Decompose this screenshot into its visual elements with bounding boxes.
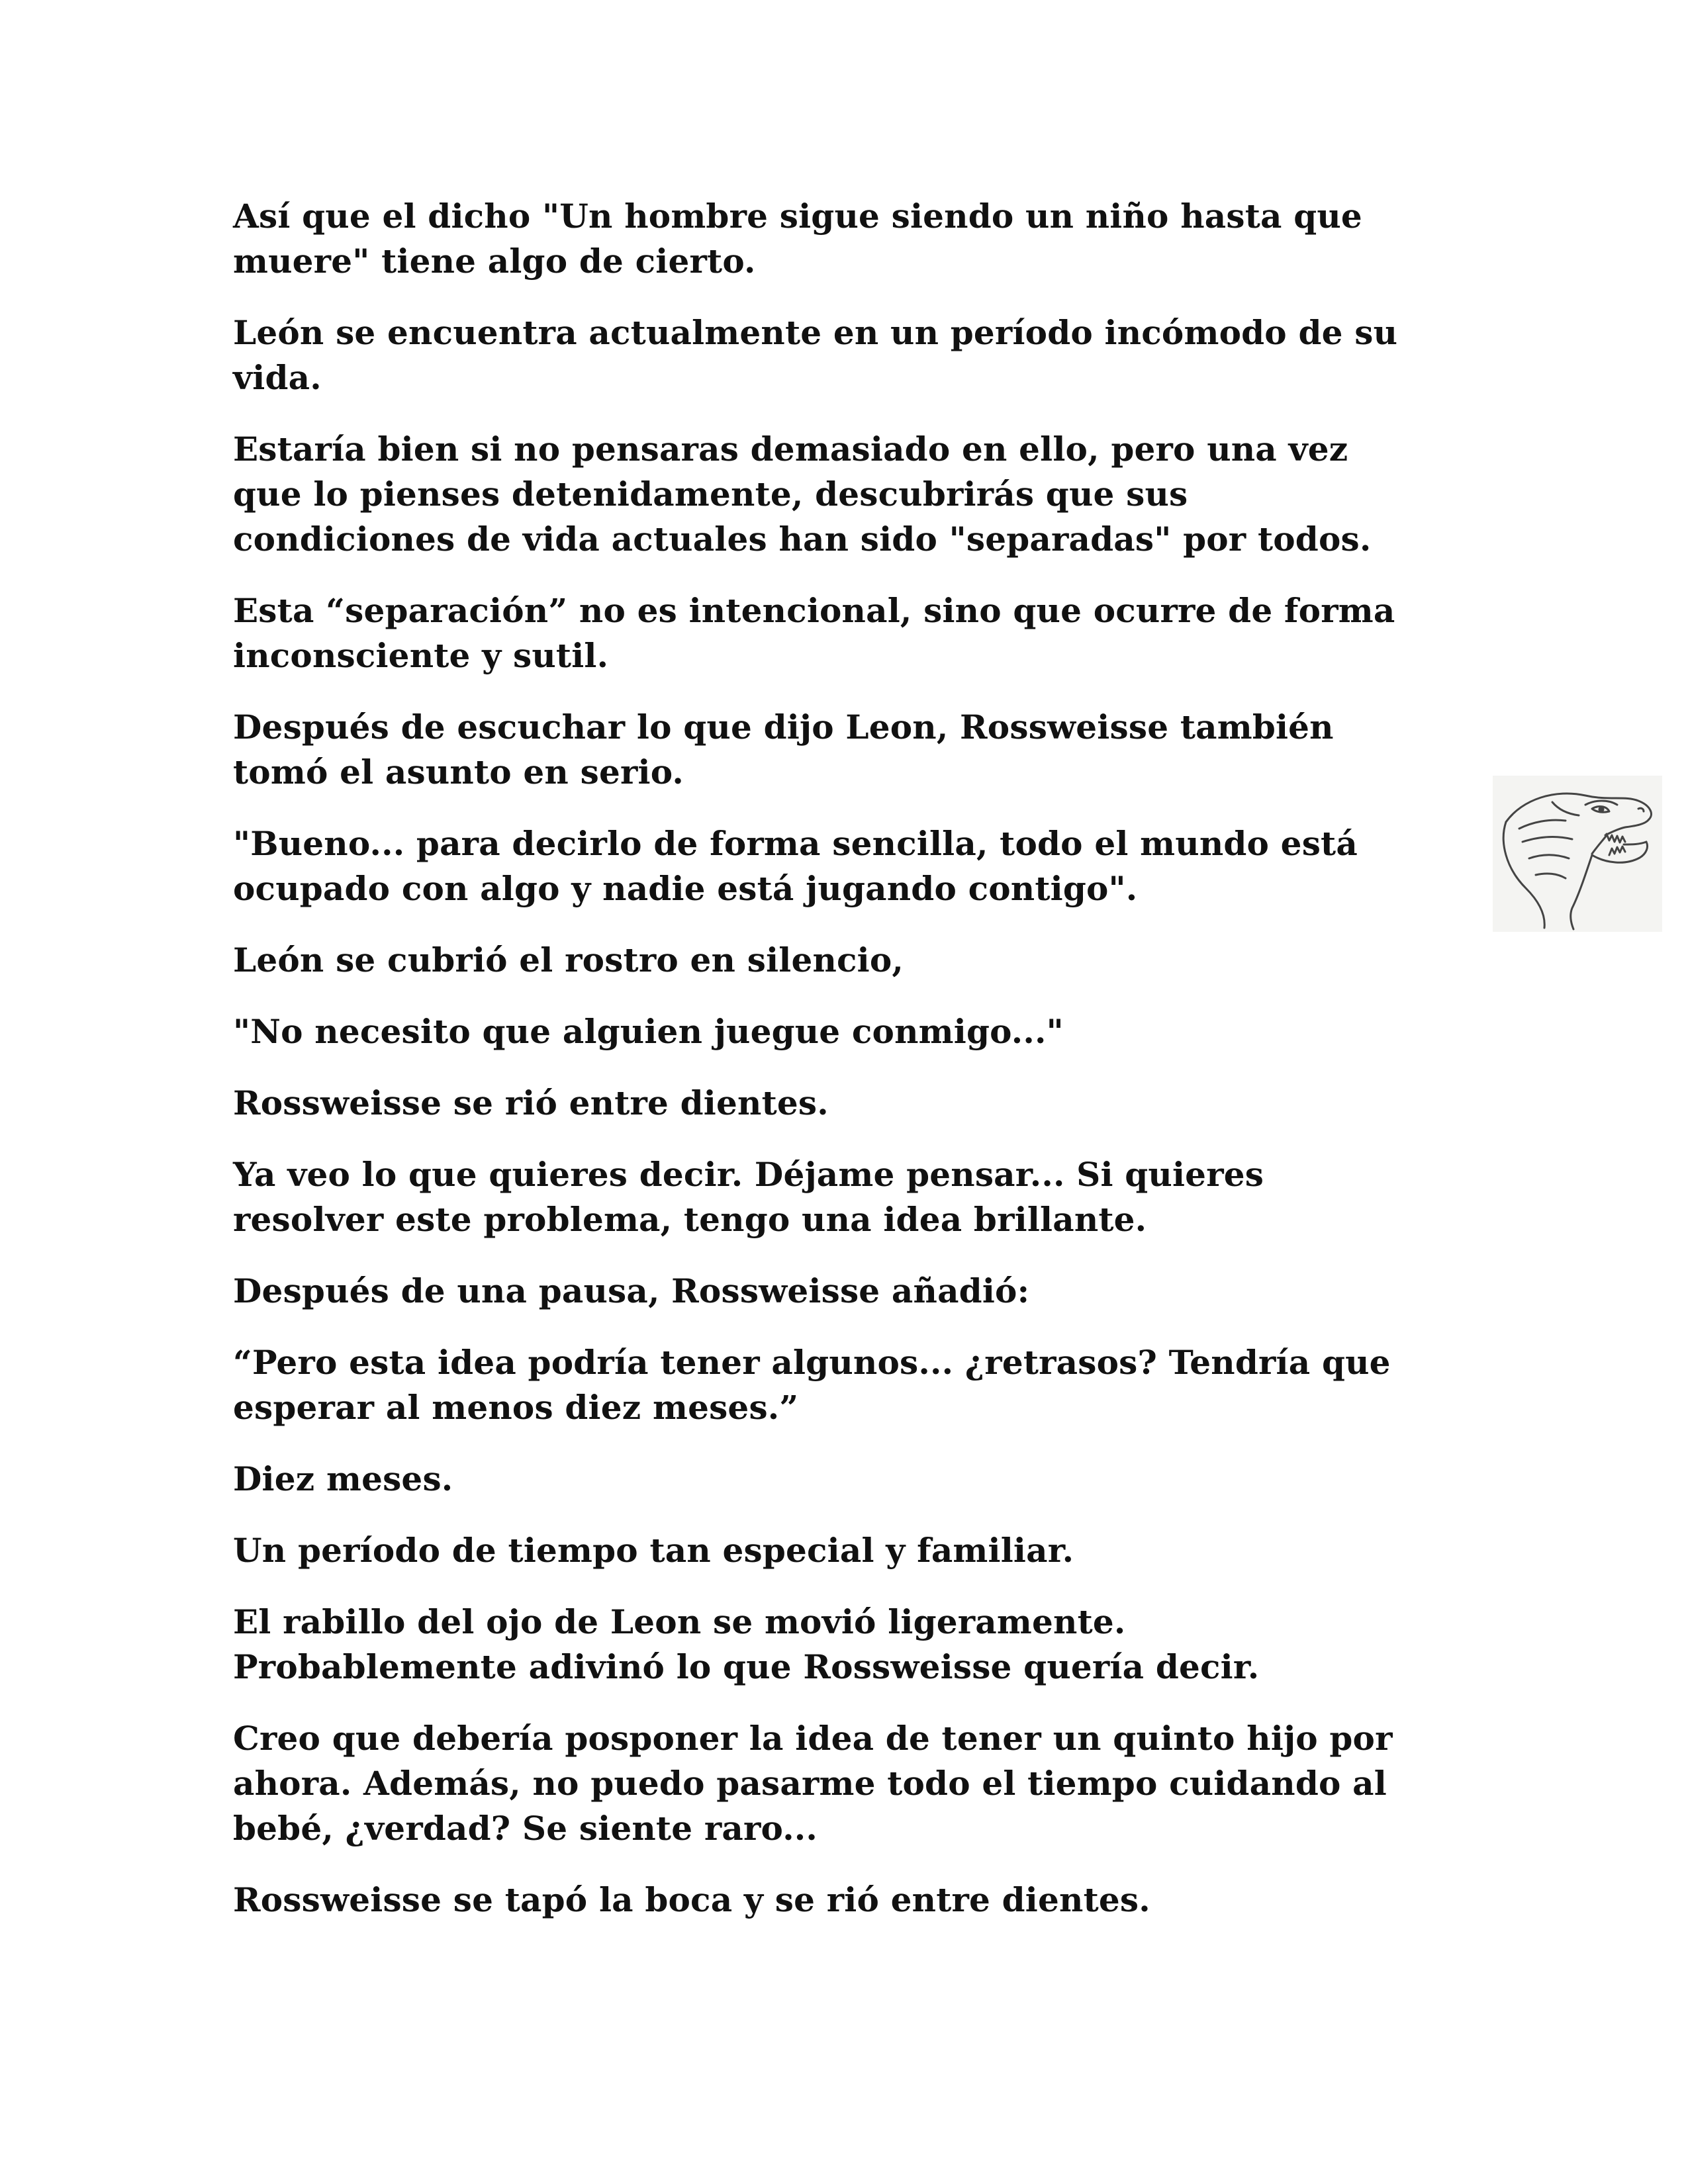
paragraph-15: El rabillo del ojo de Leon se movió ligeramente. Probablemente adivinó lo que Rossweisse quería decir. — [233, 1602, 1260, 1686]
paragraph-12: “Pero esta idea podría tener algunos... ¿retrasos? Tendría que esperar al menos diez meses.” — [233, 1343, 1391, 1427]
paragraph-2: León se encuentra actualmente en un período incómodo de su vida. — [233, 313, 1398, 397]
paragraph-10: Ya veo lo que quieres decir. Déjame pensar... Si quieres resolver este problema, tengo una idea brillante. — [233, 1155, 1264, 1239]
paragraph-1: Así que el dicho "Un hombre sigue siendo un niño hasta que muere" tiene algo de cierto. — [233, 197, 1362, 281]
paragraph-4: Esta “separación” no es intencional, sino que ocurre de forma inconsciente y sutil. — [233, 591, 1395, 675]
paragraph-9: Rossweisse se rió entre dientes. — [233, 1083, 829, 1122]
body-text — [233, 194, 1458, 1949]
paragraph-13: Diez meses. — [233, 1459, 453, 1498]
paragraph-16: Creo que debería posponer la idea de tener un quinto hijo por ahora. Además, no puedo pasarme todo el tiempo cuidando al bebé, ¿verdad? Se siente raro... — [233, 1719, 1393, 1848]
paragraph-7: León se cubrió el rostro en silencio, — [233, 940, 904, 979]
paragraph-17: Rossweisse se tapó la boca y se rió entre dientes. — [233, 1880, 1150, 1919]
paragraph-6: "Bueno... para decirlo de forma sencilla, todo el mundo está ocupado con algo y nadie está jugando contigo". — [233, 824, 1358, 908]
paragraph-5: Después de escuchar lo que dijo Leon, Rossweisse también tomó el asunto en serio. — [233, 707, 1334, 792]
paragraph-8: "No necesito que alguien juegue conmigo..." — [233, 1012, 1064, 1051]
paragraph-11: Después de una pausa, Rossweisse añadió: — [233, 1271, 1030, 1310]
paragraph-3: Estaría bien si no pensaras demasiado en ello, pero una vez que lo pienses detenidamente, descubrirás que sus condiciones de vida actuales han sido "separadas" por todos. — [233, 430, 1372, 559]
paragraph-14: Un período de tiempo tan especial y familiar. — [233, 1531, 1074, 1570]
dinosaur-head-sketch-icon — [1493, 776, 1662, 932]
